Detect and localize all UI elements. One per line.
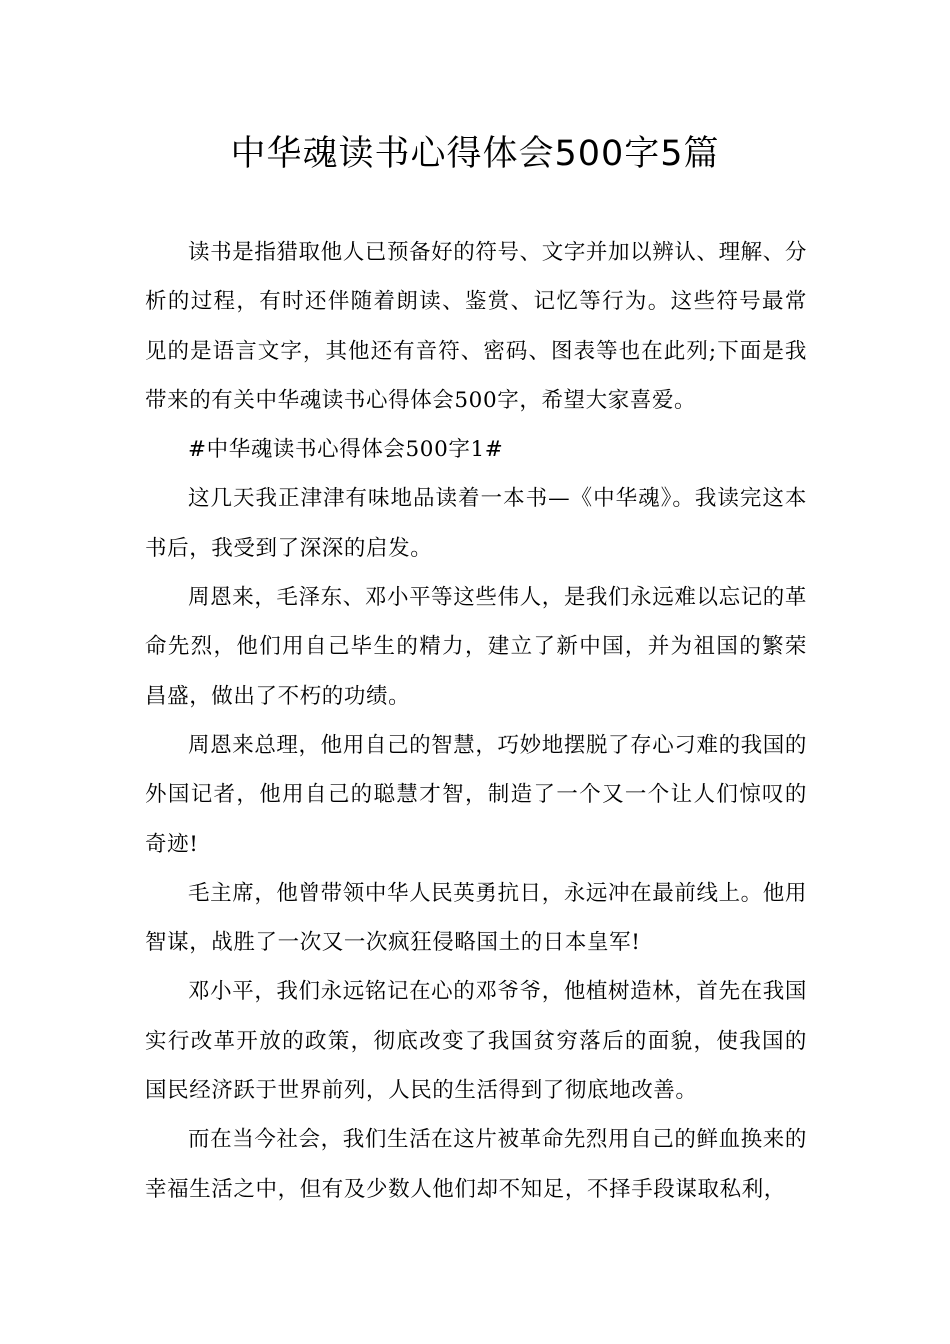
paragraph: 而在当今社会，我们生活在这片被革命先烈用自己的鲜血换来的幸福生活之中，但有及少数人他们却不知足，不择手段谋取私利， bbox=[145, 1127, 807, 1202]
paragraph: 周恩来，毛泽东、邓小平等这些伟人，是我们永远难以忘记的革命先烈，他们用自己毕生的精力，建立了新中国，并为祖国的繁荣昌盛，做出了不朽的功绩。 bbox=[145, 585, 807, 709]
paragraph: 周恩来总理，他用自己的智慧，巧妙地摆脱了存心刁难的我国的外国记者，他用自己的聪慧才智，制造了一个又一个让人们惊叹的奇迹! bbox=[145, 732, 807, 857]
paragraph: 这几天我正津津有味地品读着一本书—《中华魂》。我读完这本书后，我受到了深深的启发。 bbox=[145, 486, 807, 561]
paragraph: 邓小平，我们永远铭记在心的邓爷爷，他植树造林，首先在我国实行改革开放的政策，彻底改变了我国贫穷落后的面貌，使我国的国民经济跃于世界前列，人民的生活得到了彻底地改善。 bbox=[145, 979, 807, 1104]
paragraph-intro: 读书是指猎取他人已预备好的符号、文字并加以辨认、理解、分析的过程，有时还伴随着朗读、鉴赏、记忆等行为。这些符号最常见的是语言文字，其他还有音符、密码、图表等也在此列;下面是我带来的有关中华魂读书心得体会500字，希望大家喜爱。 bbox=[145, 240, 807, 413]
document-body bbox=[145, 228, 807, 1214]
section-heading-1: #中华魂读书心得体会500字1# bbox=[188, 437, 504, 463]
paragraph: 毛主席，他曾带领中华人民英勇抗日，永远冲在最前线上。他用智谋，战胜了一次又一次疯狂侵略国土的日本皇军! bbox=[145, 880, 807, 956]
document-title: 中华魂读书心得体会500字5篇 bbox=[230, 134, 720, 174]
